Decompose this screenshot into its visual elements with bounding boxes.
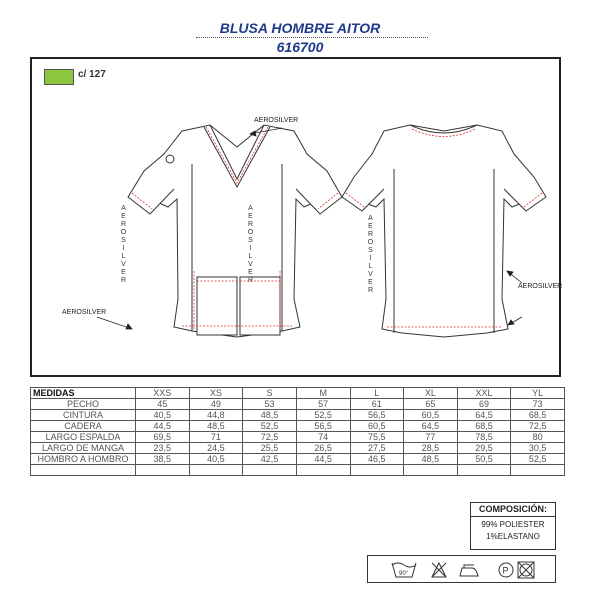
table-corner-label: MEDIDAS: [31, 388, 136, 399]
row-label: CINTURA: [31, 410, 136, 421]
size-header: S: [243, 388, 297, 399]
size-header-row: [31, 388, 565, 399]
table-cell: 27,5: [350, 443, 404, 454]
table-cell: 57: [296, 399, 350, 410]
table-cell-empty: [511, 465, 565, 476]
callout-front-left: AEROSILVER: [62, 309, 107, 316]
table-cell: 44,5: [136, 421, 190, 432]
table-cell-empty: [296, 465, 350, 476]
table-cell: 45: [136, 399, 190, 410]
table-cell-empty: [350, 465, 404, 476]
table-cell: 25,5: [243, 443, 297, 454]
row-label: PECHO: [31, 399, 136, 410]
table-cell: 68,5: [457, 421, 511, 432]
dry-clean-p-icon: [499, 563, 513, 577]
table-cell: 38,5: [136, 454, 190, 465]
table-cell: 48,5: [404, 454, 458, 465]
table-cell: 71: [189, 432, 243, 443]
table-cell-empty: [243, 465, 297, 476]
table-cell: 26,5: [296, 443, 350, 454]
size-header: XL: [404, 388, 458, 399]
composition-line: 1%ELASTANO: [486, 532, 540, 541]
table-row-empty: [31, 465, 565, 476]
table-row: [31, 454, 565, 465]
table-row: [31, 410, 565, 421]
table-cell: 72,5: [511, 421, 565, 432]
size-header: XXL: [457, 388, 511, 399]
table-cell: 77: [404, 432, 458, 443]
table-cell: 23,5: [136, 443, 190, 454]
table-cell: 68,5: [511, 410, 565, 421]
table-cell: 69: [457, 399, 511, 410]
row-label: LARGO ESPALDA: [31, 432, 136, 443]
table-cell-empty: [189, 465, 243, 476]
table-cell: 29,5: [457, 443, 511, 454]
size-header: L: [350, 388, 404, 399]
table-cell: 48,5: [189, 421, 243, 432]
table-cell: 53: [243, 399, 297, 410]
table-cell: 52,5: [243, 421, 297, 432]
table-cell-empty: [457, 465, 511, 476]
table-cell: 46,5: [350, 454, 404, 465]
doc-code: 616700: [276, 39, 324, 55]
table-cell: 44,5: [296, 454, 350, 465]
title-rule: [196, 37, 428, 38]
table-cell-empty: [404, 465, 458, 476]
callout-front-top: AEROSILVER: [254, 117, 299, 124]
vertical-label-back: AEROSILVER: [367, 215, 374, 295]
size-header: YL: [511, 388, 565, 399]
table-cell-empty: [31, 465, 136, 476]
svg-text:P: P: [502, 565, 509, 576]
table-cell: 28,5: [404, 443, 458, 454]
table-cell: 44,8: [189, 410, 243, 421]
table-cell: 64,5: [404, 421, 458, 432]
row-label: HOMBRO A HOMBRO: [31, 454, 136, 465]
table-row: [31, 399, 565, 410]
care-symbols-box: [367, 555, 556, 583]
table-cell: 40,5: [189, 454, 243, 465]
table-cell: 24,5: [189, 443, 243, 454]
table-cell-empty: [136, 465, 190, 476]
table-cell: 69,5: [136, 432, 190, 443]
wash-temp-label: 90°: [399, 571, 409, 577]
table-cell: 49: [189, 399, 243, 410]
size-header: M: [296, 388, 350, 399]
table-cell: 48,5: [243, 410, 297, 421]
vertical-label-front-left: AEROSILVER: [120, 205, 127, 285]
table-cell: 30,5: [511, 443, 565, 454]
no-bleach-icon: [432, 563, 446, 577]
table-cell: 52,5: [511, 454, 565, 465]
table-cell: 73: [511, 399, 565, 410]
color-code: c/ 127: [78, 69, 106, 80]
table-cell: 56,5: [350, 410, 404, 421]
size-header: XXS: [136, 388, 190, 399]
table-cell: 60,5: [404, 410, 458, 421]
table-cell: 78,5: [457, 432, 511, 443]
iron-icon: [460, 565, 478, 576]
table-cell: 64,5: [457, 410, 511, 421]
no-tumble-dry-icon: [518, 562, 534, 578]
table-cell: 60,5: [350, 421, 404, 432]
vertical-label-front-right: AEROSILVER: [247, 205, 254, 285]
table-cell: 75,5: [350, 432, 404, 443]
table-cell: 50,5: [457, 454, 511, 465]
size-table: [30, 387, 565, 476]
table-cell: 80: [511, 432, 565, 443]
table-cell: 65: [404, 399, 458, 410]
table-cell: 56,5: [296, 421, 350, 432]
row-label: LARGO DE MANGA: [31, 443, 136, 454]
table-row: [31, 443, 565, 454]
composition-line: 99% POLIESTER: [481, 520, 545, 529]
table-cell: 74: [296, 432, 350, 443]
doc-title: BLUSA HOMBRE AITOR: [219, 20, 381, 36]
table-row: [31, 421, 565, 432]
figure-panel: [30, 57, 561, 377]
table-cell: 52,5: [296, 410, 350, 421]
size-header: XS: [189, 388, 243, 399]
wash-90-icon: [392, 563, 416, 577]
table-cell: 40,5: [136, 410, 190, 421]
composition-box: [470, 502, 556, 550]
table-cell: 42,5: [243, 454, 297, 465]
table-cell: 61: [350, 399, 404, 410]
callout-back-right: AEROSILVER: [518, 283, 563, 290]
composition-title: COMPOSICIÓN:: [471, 503, 555, 517]
table-cell: 72,5: [243, 432, 297, 443]
row-label: CADERA: [31, 421, 136, 432]
table-row: [31, 432, 565, 443]
front-garment-drawing: [32, 59, 563, 379]
